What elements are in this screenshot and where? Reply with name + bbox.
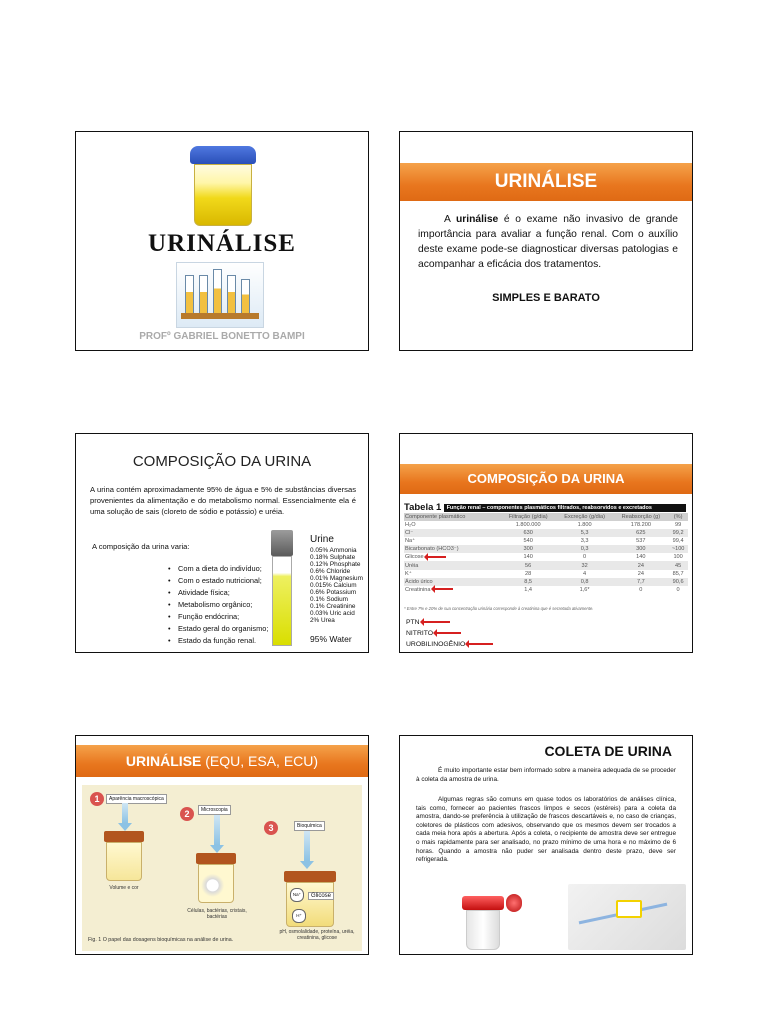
arrow-left-icon	[435, 588, 453, 590]
pediatric-collector-image	[568, 884, 686, 950]
table-row	[404, 586, 688, 594]
list-item: • Estado geral do organismo;	[168, 623, 268, 635]
list-item: • Função endócrina;	[168, 611, 268, 623]
step-number: 2	[180, 807, 194, 821]
arrow-left-icon	[428, 556, 446, 558]
table-cell: 28	[525, 570, 532, 577]
slide-subtitle: SIMPLES E BARATO	[492, 292, 600, 304]
column-header: Componente plasmático	[404, 513, 501, 521]
table-cell: 99,2	[668, 529, 688, 537]
cup-lid	[190, 146, 256, 164]
list-item: • Estado da função renal.	[168, 635, 268, 647]
slide-header: URINÁLISE (EQU, ESA, ECU)	[76, 745, 368, 777]
specimen-jar	[196, 853, 236, 903]
paragraph: É muito importante estar bem informado sobre a maneira adequada de se proceder à coleta da amostra de urina.	[416, 767, 676, 783]
list-item: • Com a dieta do indivíduo;	[168, 563, 268, 575]
table-cell: 4	[583, 570, 587, 577]
table-cell: 0	[676, 586, 680, 593]
table-heading	[404, 502, 686, 513]
urine-component: 2% Urea	[310, 617, 335, 624]
table-row	[404, 529, 688, 537]
urine-component: 0.01% Magnesium	[310, 575, 363, 582]
urine-component: 0.6% Potassium	[310, 589, 357, 596]
table-cell: Bicarbonato (HCO3⁻)	[404, 545, 501, 553]
list-lead: A composição da urina varia:	[92, 542, 190, 551]
list-item: • Atividade física;	[168, 587, 268, 599]
collection-cup-image	[462, 896, 504, 950]
table-cell: 3,3	[580, 538, 589, 545]
table-caption: Função renal – componentes plasmáticos filtrados, reabsorvidos e excretados	[444, 504, 686, 512]
arrow-left-icon	[424, 621, 450, 623]
table-cell: K⁺	[405, 570, 412, 577]
table-cell: Cl⁻	[404, 529, 501, 537]
table-cell: 32	[556, 561, 614, 569]
list-item: • Com o estado nutricional;	[168, 575, 268, 587]
table-cell: 625	[613, 529, 668, 537]
urine-component: 0.03% Uric acid	[310, 610, 355, 617]
paragraph: Algumas regras são comuns em quase todos os laboratórios de análises clínica, tais como, fornecer ao pacientes frascos limpos e secos (estéreis) para a coleta da amostra, dando-se preferência à utilização de frascos descartáveis e, no caso de crianças, coletores de plásticos com adesivos, observando que os mesmos devem ser trocados a cada meia hora após a abertura. Após a coleta, o recipiente de amostra deve ser entregue o mais rapidamente para ser analisado, no prazo mínimo de uma hora e no máximo de 6 horas. Quando a amostra não puder ser analisada dentro deste prazo, deve ser refrigerada.	[416, 796, 676, 864]
step-number: 1	[90, 792, 104, 806]
cup-body	[194, 164, 252, 226]
slide-header: COMPOSIÇÃO DA URINA	[132, 453, 312, 470]
table-cell: 300	[613, 545, 668, 553]
specimen-jar	[104, 831, 144, 881]
table-note: * Entre 7% e 20% de sua concentração urinária corresponde à creatinina que é secretada ativamente.	[404, 606, 594, 611]
table-cell: 178.200	[630, 522, 651, 529]
column-header: (%)	[668, 513, 688, 521]
slide-header: COLETA DE URINA	[544, 743, 672, 759]
table-cell: 0,3	[556, 545, 614, 553]
step-caption: pH, osmolalidade, proteína, uréia, creatinina, glicose	[279, 929, 355, 941]
step-label: Microscopia	[198, 805, 231, 815]
table-cell: 537	[636, 538, 646, 545]
urine-component: 0.18% Sulphate	[310, 554, 356, 561]
table-cell: 56	[501, 561, 556, 569]
table-cell: 1,4	[524, 586, 533, 593]
table-cell: 7,7	[613, 578, 668, 586]
table-cell: 540	[523, 538, 533, 545]
renal-function-table	[404, 513, 688, 594]
table-cell: ~100	[668, 545, 688, 553]
table-cell: 5,3	[556, 529, 614, 537]
table-cell: H₂O	[405, 522, 416, 529]
table-cell: Creatinina	[404, 586, 501, 594]
urine-component: 0.12% Phosphate	[310, 561, 361, 568]
table-cell: 8,5	[501, 578, 556, 586]
table-cell: Uréia	[404, 561, 501, 569]
table-cell: 1,6*	[579, 586, 590, 593]
table-cell: 0,8	[556, 578, 614, 586]
list-item: • Metabolismo orgânico;	[168, 599, 268, 611]
table-cell: 24	[637, 570, 644, 577]
table-cell: 0	[583, 554, 587, 561]
test-item: UROBILINOGÊNIO	[406, 639, 493, 650]
column-header: Reabsorção (g)	[613, 513, 668, 521]
table-cell: 45	[668, 561, 688, 569]
table-cell: Ácido úrico	[404, 578, 501, 586]
urine-water: 95% Water	[310, 634, 352, 644]
table-row	[404, 545, 688, 553]
term-bold: urinálise	[455, 214, 499, 225]
table-cell: 140	[523, 554, 533, 561]
slide-title	[75, 131, 369, 351]
slide-urinalise-types	[75, 735, 369, 955]
table-cell: 140	[636, 554, 646, 561]
step-label: Aparência macroscópica	[106, 794, 167, 804]
urine-heading: Urine	[310, 534, 334, 545]
slide-body: A urinálise é o exame não invasivo de grande importância para avaliar a função renal. Com o auxílio deste exame pode-se diagnosticar diversas patologias e acompanhar a eficácia dos tratamentos.	[418, 214, 678, 270]
test-item: PTN	[406, 617, 493, 628]
urine-component: 0.1% Sodium	[310, 596, 349, 603]
table-cell: 85,7	[672, 570, 684, 577]
presentation-title: URINÁLISE	[148, 230, 296, 257]
slide-composicao-1	[75, 433, 369, 653]
arrow-left-icon	[469, 643, 493, 645]
table-cell: 1.800.000	[515, 522, 541, 529]
table-row	[404, 570, 688, 578]
test-tubes-image	[176, 262, 264, 328]
table-cell: 300	[501, 545, 556, 553]
urine-component: 0.015% Calcium	[310, 582, 357, 589]
author-name: PROFº GABRIEL BONETTO BAMPI	[139, 331, 305, 342]
table-row	[404, 537, 688, 545]
table-cell: Na⁺	[405, 538, 416, 545]
arrow-left-icon	[437, 632, 461, 634]
tests-list	[406, 617, 493, 650]
molecule-icon: H⁺	[292, 909, 306, 923]
table-header-row	[404, 513, 688, 521]
urine-cup-image	[190, 146, 256, 226]
slide-composicao-2	[399, 433, 693, 653]
table-cell: 24	[613, 561, 668, 569]
table-cell: 100	[673, 554, 683, 561]
molecule-icon: Na⁺	[290, 888, 304, 902]
slide-header: COMPOSIÇÃO DA URINA	[400, 464, 692, 494]
table-cell: 630	[501, 529, 556, 537]
table-cell: 1.800	[577, 522, 592, 529]
test-item: NITRITO	[406, 628, 493, 639]
slide-body: A urina contém aproximadamente 95% de água e 5% de substâncias diversas provenientes da alimentação e do metabolismo normal. Essencialmente ela é uma solução de sais (cloreto de sódio e potássio) e uréia.	[90, 485, 356, 516]
table-label: Tabela 1	[404, 502, 442, 513]
slide-coleta	[399, 735, 693, 955]
step-number: 3	[264, 821, 278, 835]
figure-caption: Fig. 1 O papel das dosagens bioquímicas na análise de urina.	[88, 937, 234, 943]
urinalysis-steps-figure	[82, 785, 362, 951]
glicose-label: Glicose	[308, 892, 334, 900]
urine-component: 0.1% Creatinine	[310, 603, 356, 610]
table-cell: 0	[639, 586, 643, 593]
table-cell: Glicose	[404, 553, 501, 561]
table-row	[404, 561, 688, 569]
slide-header: URINÁLISE	[400, 163, 692, 201]
variation-list	[168, 563, 268, 647]
table-cell: 99	[675, 522, 682, 529]
slide-urinalise	[399, 131, 693, 351]
table-cell: 90,6	[668, 578, 688, 586]
cup-cap-image	[506, 894, 522, 912]
step-caption: Volume e cor	[109, 885, 139, 891]
urine-component: 0.6% Chloride	[310, 568, 351, 575]
table-row	[404, 553, 688, 561]
urine-vial-image	[271, 530, 293, 648]
urine-components	[310, 547, 363, 624]
step-caption: Células, bactérias, cristais, bactérias	[187, 908, 247, 920]
column-header: Filtração (g/dia)	[501, 513, 556, 521]
column-header: Excreção (g/dia)	[556, 513, 614, 521]
table-row	[404, 578, 688, 586]
urine-component: 0.05% Ammonia	[310, 547, 357, 554]
step-label: Bioquímica	[294, 821, 325, 831]
table-row	[404, 521, 688, 529]
table-cell: 99,4	[672, 538, 684, 545]
